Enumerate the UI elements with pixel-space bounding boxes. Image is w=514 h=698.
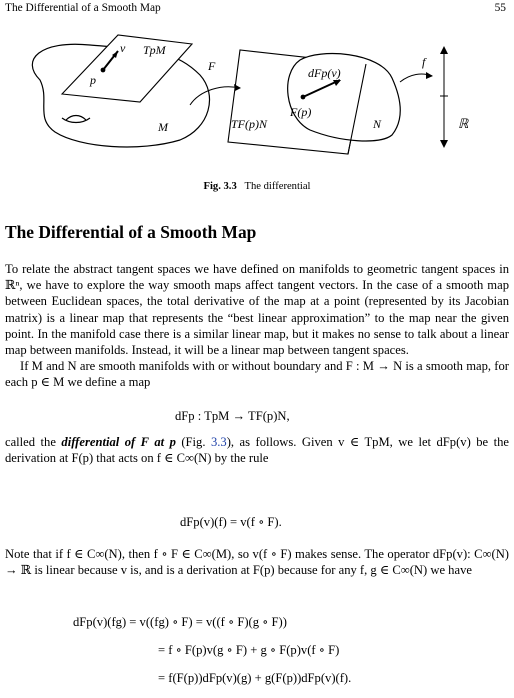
real-line-arrow-top — [440, 46, 448, 54]
label-big-f: F — [208, 59, 216, 73]
map-small-f-arrowhead — [426, 72, 433, 79]
figure-caption-text: The differential — [244, 181, 311, 192]
paragraph-2: If M and N are smooth manifolds with or without boundary and F : M → N is a smooth map, for each p ∈ M we define a map — [5, 359, 509, 390]
label-tfpn: TF(p)N — [231, 117, 267, 131]
label-reals: ℝ — [458, 116, 469, 131]
equation-derivation-rule: dFp(v)(f) = v(f ∘ F). — [180, 515, 282, 529]
equation-line-2: = f ∘ F(p)v(g ∘ F) + g ∘ F(p)v(f ∘ F) — [158, 643, 340, 657]
running-head-title: The Differential of a Smooth Map — [5, 2, 161, 14]
equation-line-3: = f(F(p))dFp(v)(g) + g(F(p))dFp(v)(f). — [158, 671, 352, 685]
manifold-hole — [62, 118, 90, 123]
page-number: 55 — [494, 2, 506, 14]
paragraph-3-b: (Fig. — [175, 435, 211, 449]
figure-caption — [0, 181, 514, 193]
manifold-hole-top — [66, 116, 86, 121]
paragraph-1: To relate the abstract tangent spaces we have defined on manifolds to geometric tangent spaces in ℝⁿ, we have to explore the way smooth maps affect tangent vectors. In the case of a smooth map between Euclidean spaces, the total derivative of the map at a point (represented by its Jacobian matrix) is a linear map that represents the “best linear approximation” to the map near the given point. In the manifold case there is a similar linear map, but it makes no sense to talk about a linear map between manifolds. Instead, it will be a linear map between tangent spaces. — [5, 262, 509, 358]
running-head — [5, 1, 506, 15]
differential-figure — [0, 20, 514, 180]
tangent-plane-tpm — [62, 35, 192, 102]
map-f-arrow — [190, 87, 240, 105]
label-v: v — [120, 41, 126, 55]
paragraph-1-block — [5, 261, 509, 391]
paragraph-3-c: ), as follows. Given v ∈ TpM, we let dFp(v) be the derivation at F(p) that acts on f ∈ C∞(N) by the rule — [5, 435, 510, 466]
label-p: p — [90, 73, 96, 87]
paragraph-4-block — [5, 546, 509, 578]
paragraph-3-a: called the — [5, 435, 62, 449]
label-n: N — [373, 117, 382, 131]
defined-term: differential of F at p — [61, 435, 176, 449]
figure-caption-label: Fig. 3.3 — [203, 181, 237, 192]
equation-line-1: dFp(v)(fg) = v((fg) ∘ F) = v((f ∘ F)(g ∘ F)) — [73, 615, 287, 629]
label-small-f: f — [422, 55, 426, 69]
section-heading: The Differential of a Smooth Map — [5, 222, 257, 242]
paragraph-4: Note that if f ∈ C∞(N), then f ∘ F ∈ C∞(M), so v(f ∘ F) makes sense. The operator dFp(v): C∞(N) → ℝ is linear because v is, and is a derivation at F(p) because for any f, g ∈ C∞(N) we have — [5, 547, 509, 578]
equation-differential-map: dFp : TpM → TF(p)N, — [175, 409, 290, 423]
figure-reference-link[interactable]: 3.3 — [210, 435, 227, 449]
label-dfpv: dFp(v) — [308, 66, 341, 80]
real-line-arrow-bottom — [440, 140, 448, 148]
paragraph-3 — [5, 434, 509, 466]
label-m: M — [158, 120, 168, 134]
label-fp: F(p) — [290, 105, 312, 119]
label-tpm: TpM — [143, 43, 166, 57]
